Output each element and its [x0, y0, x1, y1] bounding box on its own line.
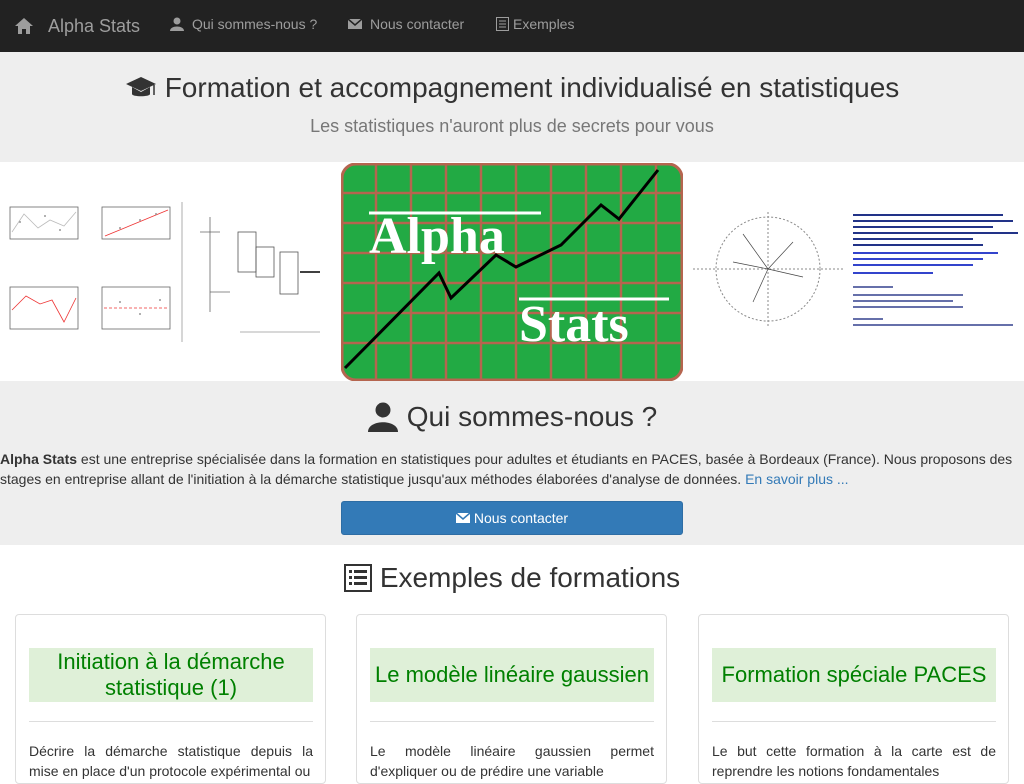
- page-title: [0, 72, 1024, 104]
- card-divider: [29, 721, 313, 722]
- envelope-icon: [456, 512, 470, 524]
- about-section: [0, 381, 1024, 545]
- about-title: [0, 401, 1024, 433]
- nav-qui-sommes-nous[interactable]: [170, 0, 317, 48]
- card-divider: [712, 721, 996, 722]
- envelope-icon: [348, 18, 362, 30]
- nav-nous-contacter[interactable]: [348, 0, 464, 48]
- about-text: [0, 449, 1024, 489]
- nav-label: Nous contacter: [370, 16, 465, 32]
- user-icon: [367, 402, 399, 432]
- jumbotron: [0, 52, 1024, 162]
- course-card[interactable]: [356, 614, 667, 784]
- course-card-text: Le but cette formation à la carte est de reprendre les notions fondamentales: [712, 743, 996, 779]
- user-icon: [170, 17, 184, 31]
- banner: [0, 162, 1024, 381]
- about-title-text: Qui sommes-nous ?: [406, 401, 658, 432]
- course-card-title[interactable]: Le modèle linéaire gaussien: [370, 648, 654, 702]
- course-card-text: Décrire la démarche statistique depuis la mise en place d'un protocole expérimental ou: [29, 743, 313, 779]
- alpha-stats-logo: [341, 163, 683, 381]
- course-card-title[interactable]: Initiation à la démarche statistique (1): [29, 648, 313, 702]
- examples-title: [0, 562, 1024, 594]
- page-subtitle: Les statistiques n'auront plus de secrets pour vous: [310, 116, 714, 136]
- nav-exemples[interactable]: [496, 0, 574, 48]
- course-card[interactable]: [15, 614, 326, 784]
- learn-more-link[interactable]: En savoir plus ...: [745, 471, 849, 487]
- page-title-text: Formation et accompagnement individualisé en statistiques: [164, 72, 900, 103]
- contact-button[interactable]: [341, 501, 683, 535]
- contact-button-label: Nous contacter: [473, 510, 569, 526]
- course-card-text: Le modèle linéaire gaussien permet d'expliquer ou de prédire une variable: [370, 743, 654, 779]
- logo-line1: Alpha: [369, 208, 505, 265]
- course-card-title[interactable]: Formation spéciale PACES: [712, 648, 996, 702]
- logo-line2: Stats: [519, 296, 629, 353]
- card-divider: [370, 721, 654, 722]
- course-card[interactable]: [698, 614, 1009, 784]
- brand-link[interactable]: [14, 0, 140, 52]
- console-output-image: [683, 202, 1024, 342]
- about-description: est une entreprise spécialisée dans la formation en statistiques pour adultes et étudiants en PACES, basée à Bordeaux (France). Nous proposons des stages en entreprise allant de l'initiation à la démarche statistique jusqu'aux méthodes élaborées d'analyse de données.: [0, 451, 1013, 487]
- about-brand: Alpha Stats: [0, 451, 78, 467]
- navbar: [0, 0, 1024, 52]
- list-icon: [344, 564, 372, 592]
- nav-label: Exemples: [513, 16, 575, 32]
- examples-title-text: Exemples de formations: [379, 562, 681, 593]
- list-icon: [496, 17, 509, 31]
- brand-label: Alpha Stats: [48, 15, 141, 36]
- graduation-cap-icon: [125, 75, 157, 101]
- stat-plots-image: [0, 192, 340, 381]
- home-icon: [14, 17, 34, 35]
- nav-label: Qui sommes-nous ?: [192, 16, 318, 32]
